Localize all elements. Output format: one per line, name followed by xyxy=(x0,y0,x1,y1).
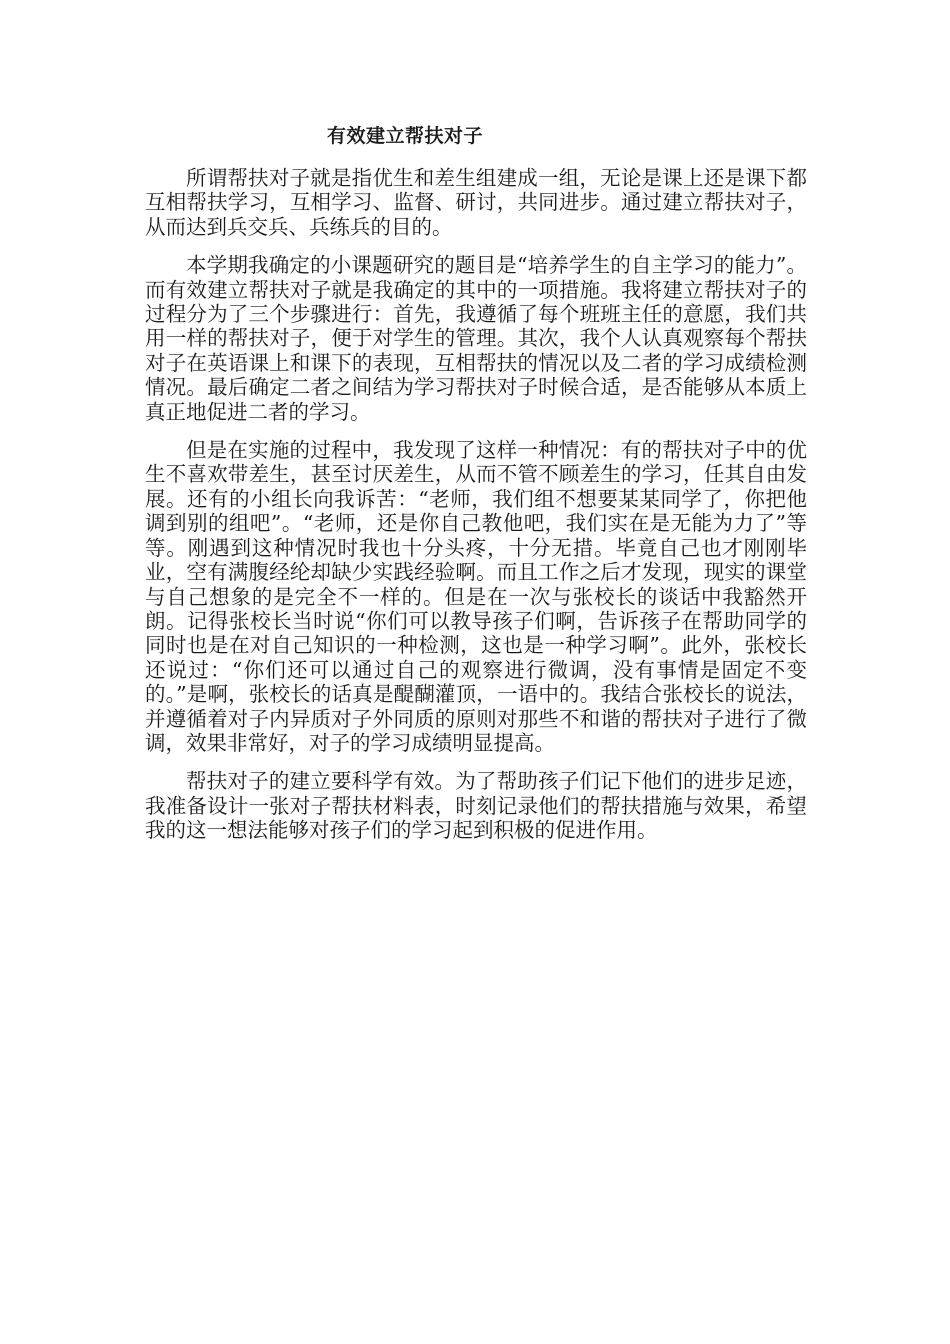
document-title: 有效建立帮扶对子 xyxy=(326,125,483,147)
paragraph-research-topic: 本学期我确定的小课题研究的题目是“培养学生的自主学习的能力”。而有效建立帮扶对子就是我确定的其中的一项措施。我将建立帮扶对子的过程分为了三个步骤进行：首先，我遵循了每个班班主任的意愿，我们共用一样的帮扶对子，便于对学生的管理。其次，我个人认真观察每个帮扶对子在英语课上和课下的表现，互相帮扶的情况以及二者的学习成绩检测情况。最后确定二者之间结为学习帮扶对子时候合适，是否能够从本质上真正地促进二者的学习。 xyxy=(145,253,807,424)
paragraph-implementation: 但是在实施的过程中，我发现了这样一种情况：有的帮扶对子中的优生不喜欢带差生，甚至讨厌差生，从而不管不顾差生的学习，任其自由发展。还有的小组长向我诉苦：“老师，我们组不想要某某同学了，你把他调到别的组吧”。“老师，还是你自己教他吧，我们实在是无能为力了”等等。刚遇到这种情况时我也十分头疼，十分无措。毕竟自己也才刚刚毕业，空有满腹经纶却缺少实践经验啊。而且工作之后才发现，现实的课堂与自己想象的是完全不一样的。但是在一次与张校长的谈话中我豁然开朗。记得张校长当时说“你们可以教导孩子们啊，告诉孩子在帮助同学的同时也是在对自己知识的一种检测，这也是一种学习啊”。此外，张校长还说过：“你们还可以通过自己的观察进行微调，没有事情是固定不变的。”是啊，张校长的话真是醍醐灌顶，一语中的。我结合张校长的说法，并遵循着对子内异质对子外同质的原则对那些不和谐的帮扶对子进行了微调，效果非常好，对子的学习成绩明显提高。 xyxy=(145,438,807,755)
paragraph-intro: 所谓帮扶对子就是指优生和差生组建成一组，无论是课上还是课下都互相帮扶学习，互相学习、监督、研讨，共同进步。通过建立帮扶对子，从而达到兵交兵、兵练兵的目的。 xyxy=(145,166,807,239)
document-body xyxy=(145,166,807,857)
paragraph-conclusion: 帮扶对子的建立要科学有效。为了帮助孩子们记下他们的进步足迹，我准备设计一张对子帮扶材料表，时刻记录他们的帮扶措施与效果，希望我的这一想法能够对孩子们的学习起到积极的促进作用。 xyxy=(145,769,807,843)
